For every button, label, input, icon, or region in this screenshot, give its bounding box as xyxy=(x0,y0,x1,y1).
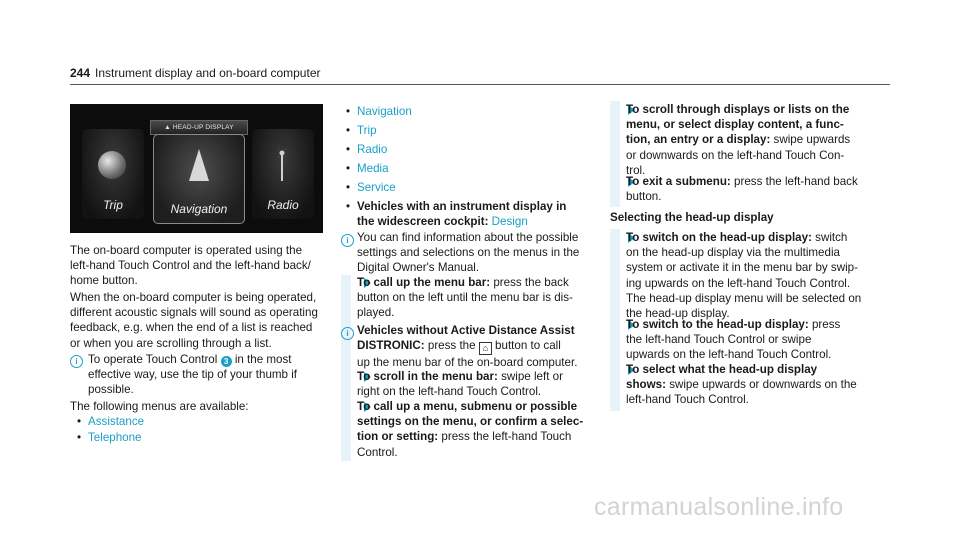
bold-text: To switch to the head-up display: xyxy=(626,318,809,331)
step-text: swipe upwards xyxy=(773,133,851,147)
text-line: You can find information about the possible xyxy=(357,231,579,244)
menu-item-navigation[interactable]: • Navigation xyxy=(357,104,412,119)
distronic-note xyxy=(357,323,597,370)
step-text: press the back xyxy=(493,276,569,289)
step-select-hud-content xyxy=(626,362,876,408)
text-line: Control. xyxy=(357,445,398,459)
text-line: button on the left until the menu bar is dis- xyxy=(357,291,573,305)
widescreen-cockpit-item xyxy=(357,199,597,229)
step-text: press xyxy=(811,318,841,331)
hud-banner: ▲ HEAD-UP DISPLAY xyxy=(150,120,248,135)
text-line: To call up a menu, submenu or possible xyxy=(357,400,578,413)
bold-text: the widescreen cockpit: xyxy=(357,215,489,229)
home-icon: ⌂ xyxy=(479,342,492,355)
watermark: carmanualsonline.info xyxy=(594,493,844,521)
owners-manual-note xyxy=(357,230,597,276)
steps-bar xyxy=(341,275,351,461)
step-call-menu xyxy=(357,399,597,460)
header-divider xyxy=(70,84,890,85)
text-line: on the head-up display via the multimedia xyxy=(626,246,840,260)
menu-item-telephone[interactable]: • Telephone xyxy=(88,430,142,445)
text-line: settings on the menu, or confirm a selec- xyxy=(357,415,584,429)
text-line: Vehicles without Active Distance Assist xyxy=(357,324,575,337)
text-line: The head-up display menu will be selected on xyxy=(626,291,862,305)
text-line: system or activate it in the menu bar by swip- xyxy=(626,261,858,275)
info-icon: i xyxy=(341,234,354,247)
bold-text: tion, an entry or a display: xyxy=(626,133,771,147)
acoustic-paragraph xyxy=(70,290,330,351)
text-line: left-hand Touch Control. xyxy=(626,393,749,407)
step-exit-submenu xyxy=(626,174,876,204)
text-line xyxy=(88,352,328,367)
text-line: feedback, e.g. when the end of a list is reached xyxy=(70,321,313,335)
globe-icon xyxy=(98,151,126,179)
navigation-card xyxy=(153,134,245,224)
note-text: press the xyxy=(427,339,476,353)
callout-number-icon: 3 xyxy=(221,356,232,367)
text-line: played. xyxy=(357,306,395,320)
page-number: 244 xyxy=(70,66,91,80)
text-line: effective way, use the tip of your thumb if xyxy=(88,368,298,382)
text-line: possible. xyxy=(88,383,134,397)
antenna-icon xyxy=(278,147,286,181)
info-icon: i xyxy=(341,327,354,340)
bold-text: tion or setting: xyxy=(357,430,439,444)
text-line: menu, or select display content, a func- xyxy=(626,118,844,132)
page-header xyxy=(70,66,321,81)
note-text: button to call xyxy=(495,339,561,353)
text-line: The on-board computer is operated using the xyxy=(70,244,303,257)
menu-item-media[interactable]: • Media xyxy=(357,161,389,176)
step-call-menu-bar xyxy=(357,275,597,321)
text-line: button. xyxy=(626,190,662,204)
head-up-display-screenshot xyxy=(70,104,323,233)
touch-control-note xyxy=(88,352,328,398)
text-line: home button. xyxy=(70,274,138,288)
text-line: right on the left-hand Touch Control. xyxy=(357,385,542,399)
navigation-arrow-icon xyxy=(189,149,209,181)
text-line: ing upwards on the left-hand Touch Control. xyxy=(626,276,851,290)
text-line: or when you are scrolling through a list. xyxy=(70,336,272,350)
bold-text: DISTRONIC: xyxy=(357,339,425,353)
bold-text: shows: xyxy=(626,378,666,392)
steps-bar xyxy=(610,229,620,411)
text-line: or downwards on the left-hand Touch Con- xyxy=(626,148,845,162)
step-text: swipe upwards or downwards on the xyxy=(669,378,857,392)
step-switch-to-hud xyxy=(626,317,876,363)
text-line: up the menu bar of the on-board computer. xyxy=(357,356,578,370)
bold-text: To call up the menu bar: xyxy=(357,276,491,289)
text-line: the head-up display. xyxy=(626,307,730,321)
section-heading: Selecting the head-up display xyxy=(610,211,774,224)
radio-card xyxy=(252,129,314,219)
text-line: To select what the head-up display xyxy=(626,363,818,376)
step-scroll-displays xyxy=(626,102,876,178)
note-text: To operate Touch Control xyxy=(88,353,218,366)
navigation-card-label: Navigation xyxy=(170,201,228,216)
design-link[interactable]: Design xyxy=(491,215,528,229)
note-text: in the most xyxy=(234,353,292,366)
text-line: • Vehicles with an instrument display in xyxy=(357,200,567,213)
menu-item-trip[interactable]: • Trip xyxy=(357,123,377,138)
trip-card-label: Trip xyxy=(103,197,123,212)
text-line: settings and selections on the menus in the xyxy=(357,246,580,260)
menu-item-radio[interactable]: • Radio xyxy=(357,142,387,157)
step-text: swipe left or xyxy=(501,370,563,383)
bold-text: To scroll in the menu bar: xyxy=(357,370,498,383)
trip-card xyxy=(82,129,144,219)
menu-item-service[interactable]: • Service xyxy=(357,180,396,195)
radio-card-label: Radio xyxy=(267,197,299,212)
menus-intro: The following menus are available: xyxy=(70,400,249,413)
info-icon: i xyxy=(70,355,83,368)
intro-paragraph xyxy=(70,243,330,289)
step-text: switch xyxy=(815,231,848,244)
steps-bar xyxy=(610,101,620,207)
text-line: the left-hand Touch Control or swipe xyxy=(626,333,812,347)
text-line: To scroll through displays or lists on the xyxy=(626,103,850,116)
step-scroll-menu-bar xyxy=(357,369,597,399)
text-line: upwards on the left-hand Touch Control. xyxy=(626,348,832,362)
text-line: trol. xyxy=(626,163,646,177)
section-title: Instrument display and on-board computer xyxy=(95,66,321,80)
text-line: left-hand Touch Control and the left-hand back/ xyxy=(70,259,311,273)
text-line: different acoustic signals will sound as operating xyxy=(70,306,318,320)
text-line: Digital Owner's Manual. xyxy=(357,261,480,275)
bold-text: To exit a submenu: xyxy=(626,175,731,188)
step-switch-on-hud xyxy=(626,230,876,321)
bold-text: To switch on the head-up display: xyxy=(626,231,812,244)
step-text: press the left-hand back xyxy=(734,175,858,188)
text-line: When the on-board computer is being operated, xyxy=(70,291,317,304)
menu-item-assistance[interactable]: • Assistance xyxy=(88,414,144,429)
step-text: press the left-hand Touch xyxy=(441,430,572,444)
